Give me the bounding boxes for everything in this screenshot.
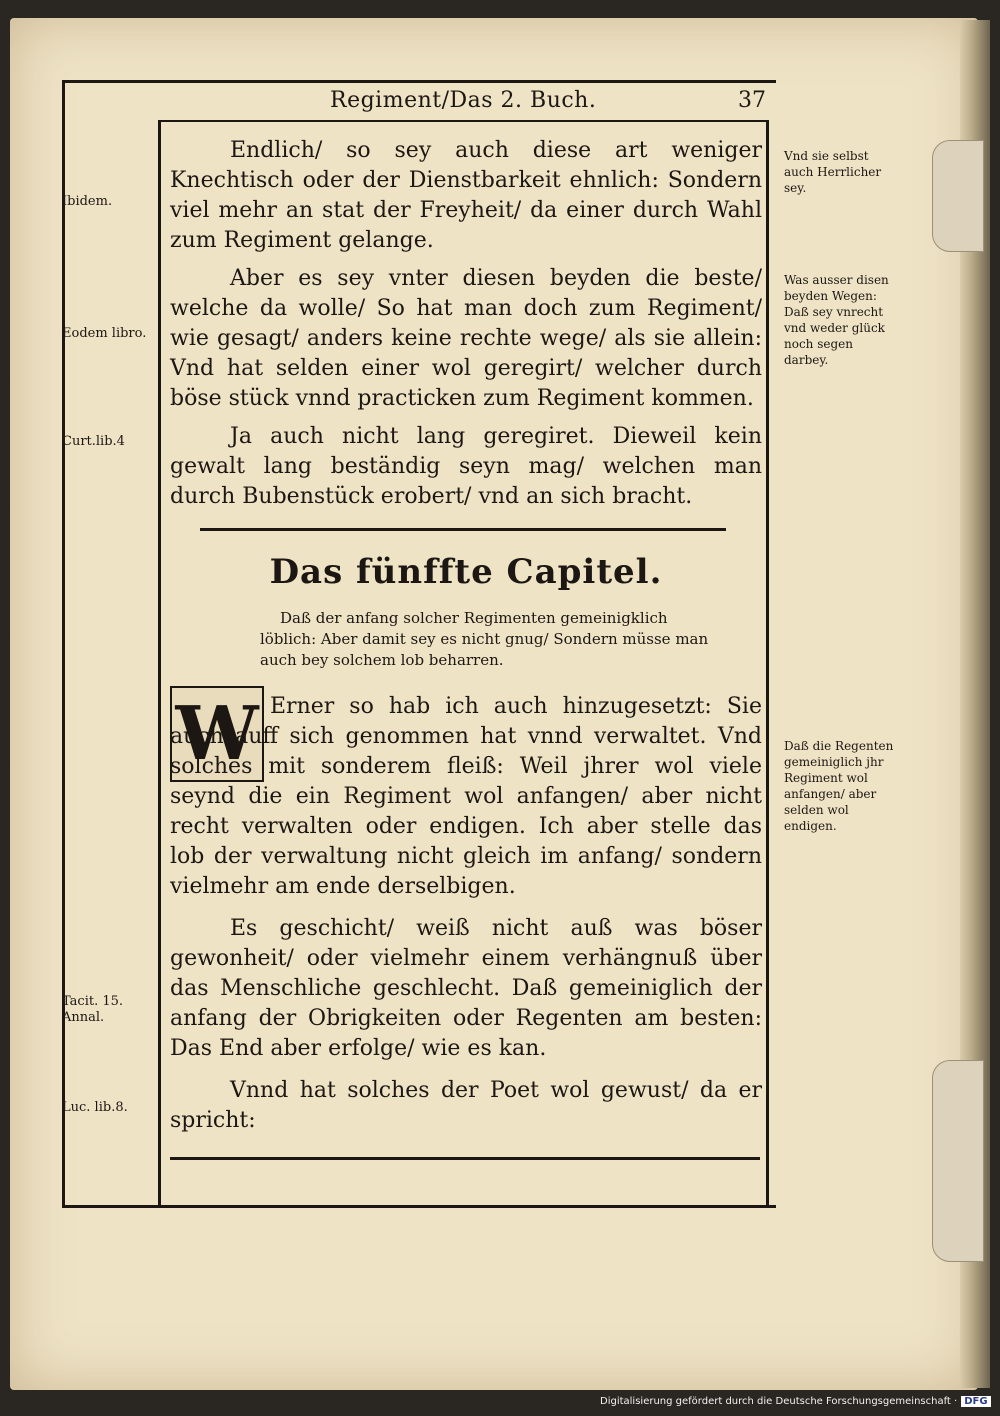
paragraph: Aber es sey vnter diesen beyden die beste/ welche da wolle/ So hat man doch zum Regiment/ wie gesagt/ anders keine rechte wege/ als sie allein: Vnd hat selden einer wol geregirt/ welcher durch böse stück vnnd practicken zum Regiment kommen. (170, 266, 762, 411)
margin-note-left: Curt.lib.4 (62, 434, 125, 449)
chapter-third-paragraph: Vnnd hat solches der Poet wol gewust/ da er spricht: (170, 1078, 762, 1133)
footer-text: Digitalisierung gefördert durch die Deutsche Forschungsgemeinschaft · (600, 1396, 958, 1407)
chapter-title: Das fünffte Capitel. (269, 552, 663, 592)
chapter-second-paragraph: Es geschicht/ weiß nicht auß was böser gewonheit/ oder vielmehr einem verhängnuß über das Menschliche geschlecht. Daß gemeiniglich der anfang der Obrigkeiten oder Regenten am besten: Das End aber erfolge/ wie es kan. (170, 916, 762, 1061)
margin-note-left: Luc. lib.8. (62, 1100, 128, 1115)
frame-header-rule (158, 120, 769, 122)
page-tab-bottom (932, 1060, 984, 1262)
paragraph: Ja auch nicht lang geregiret. Dieweil kein gewalt lang beständig seyn mag/ welchen man durch Bubenstück erobert/ vnd an sich bracht. (170, 424, 762, 509)
frame-right-inner (766, 120, 769, 1208)
margin-note-right: Daß die Regenten gemeiniglich jhr Regiment wol anfangen/ aber selden wol endigen. (784, 739, 894, 833)
chapter-summary: Daß der anfang solcher Regimenten gemeinigklich löblich: Aber damit sey es nicht gnug/ Sondern müsse man auch bey solchem lob beharren. (260, 609, 709, 669)
dfg-logo: DFG (961, 1396, 990, 1407)
paragraph: Endlich/ so sey auch diese art weniger Knechtisch oder der Dienstbarkeit ehnlich: Sondern viel mehr an stat der Freyheit/ da einer durch Wahl zum Regiment gelange. (170, 138, 762, 253)
margin-note-left: Eodem libro. (62, 326, 147, 341)
page-tab-top (932, 140, 984, 252)
margin-note-right: Was ausser disen beyden Wegen: Daß sey vnrecht vnd weder glück noch segen darbey. (784, 273, 889, 367)
chapter-first-paragraph: Erner so hab ich auch hinzugesetzt: Sie auch auff sich genommen hat vnnd verwaltet. Vnd solches mit sonderem fleiß: Weil jhrer wol viele seynd die ein Regiment wol anfangen/ aber nicht recht verwalten oder endigen. Ich aber stelle das lob der verwaltung nicht gleich im anfang/ sondern vielmehr am ende derselbigen. (170, 694, 762, 899)
frame-left-outer (62, 80, 65, 1208)
footer-credit (600, 1396, 991, 1407)
running-head: Regiment/Das 2. Buch. (330, 88, 597, 113)
drop-cap: W (170, 686, 264, 782)
main-text-upper (170, 136, 762, 520)
margin-note-left: Ibidem. (62, 194, 113, 209)
page-number: 37 (738, 88, 766, 113)
frame-top (62, 80, 776, 83)
margin-note-right: Vnd sie selbst auch Herrlicher sey. (784, 149, 882, 195)
chapter-rule-top (200, 528, 726, 531)
frame-bottom (62, 1205, 776, 1208)
margin-note-left: Tacit. 15. Annal. (62, 994, 124, 1025)
chapter-rule-bottom (170, 1157, 760, 1160)
frame-left-inner (158, 120, 161, 1208)
